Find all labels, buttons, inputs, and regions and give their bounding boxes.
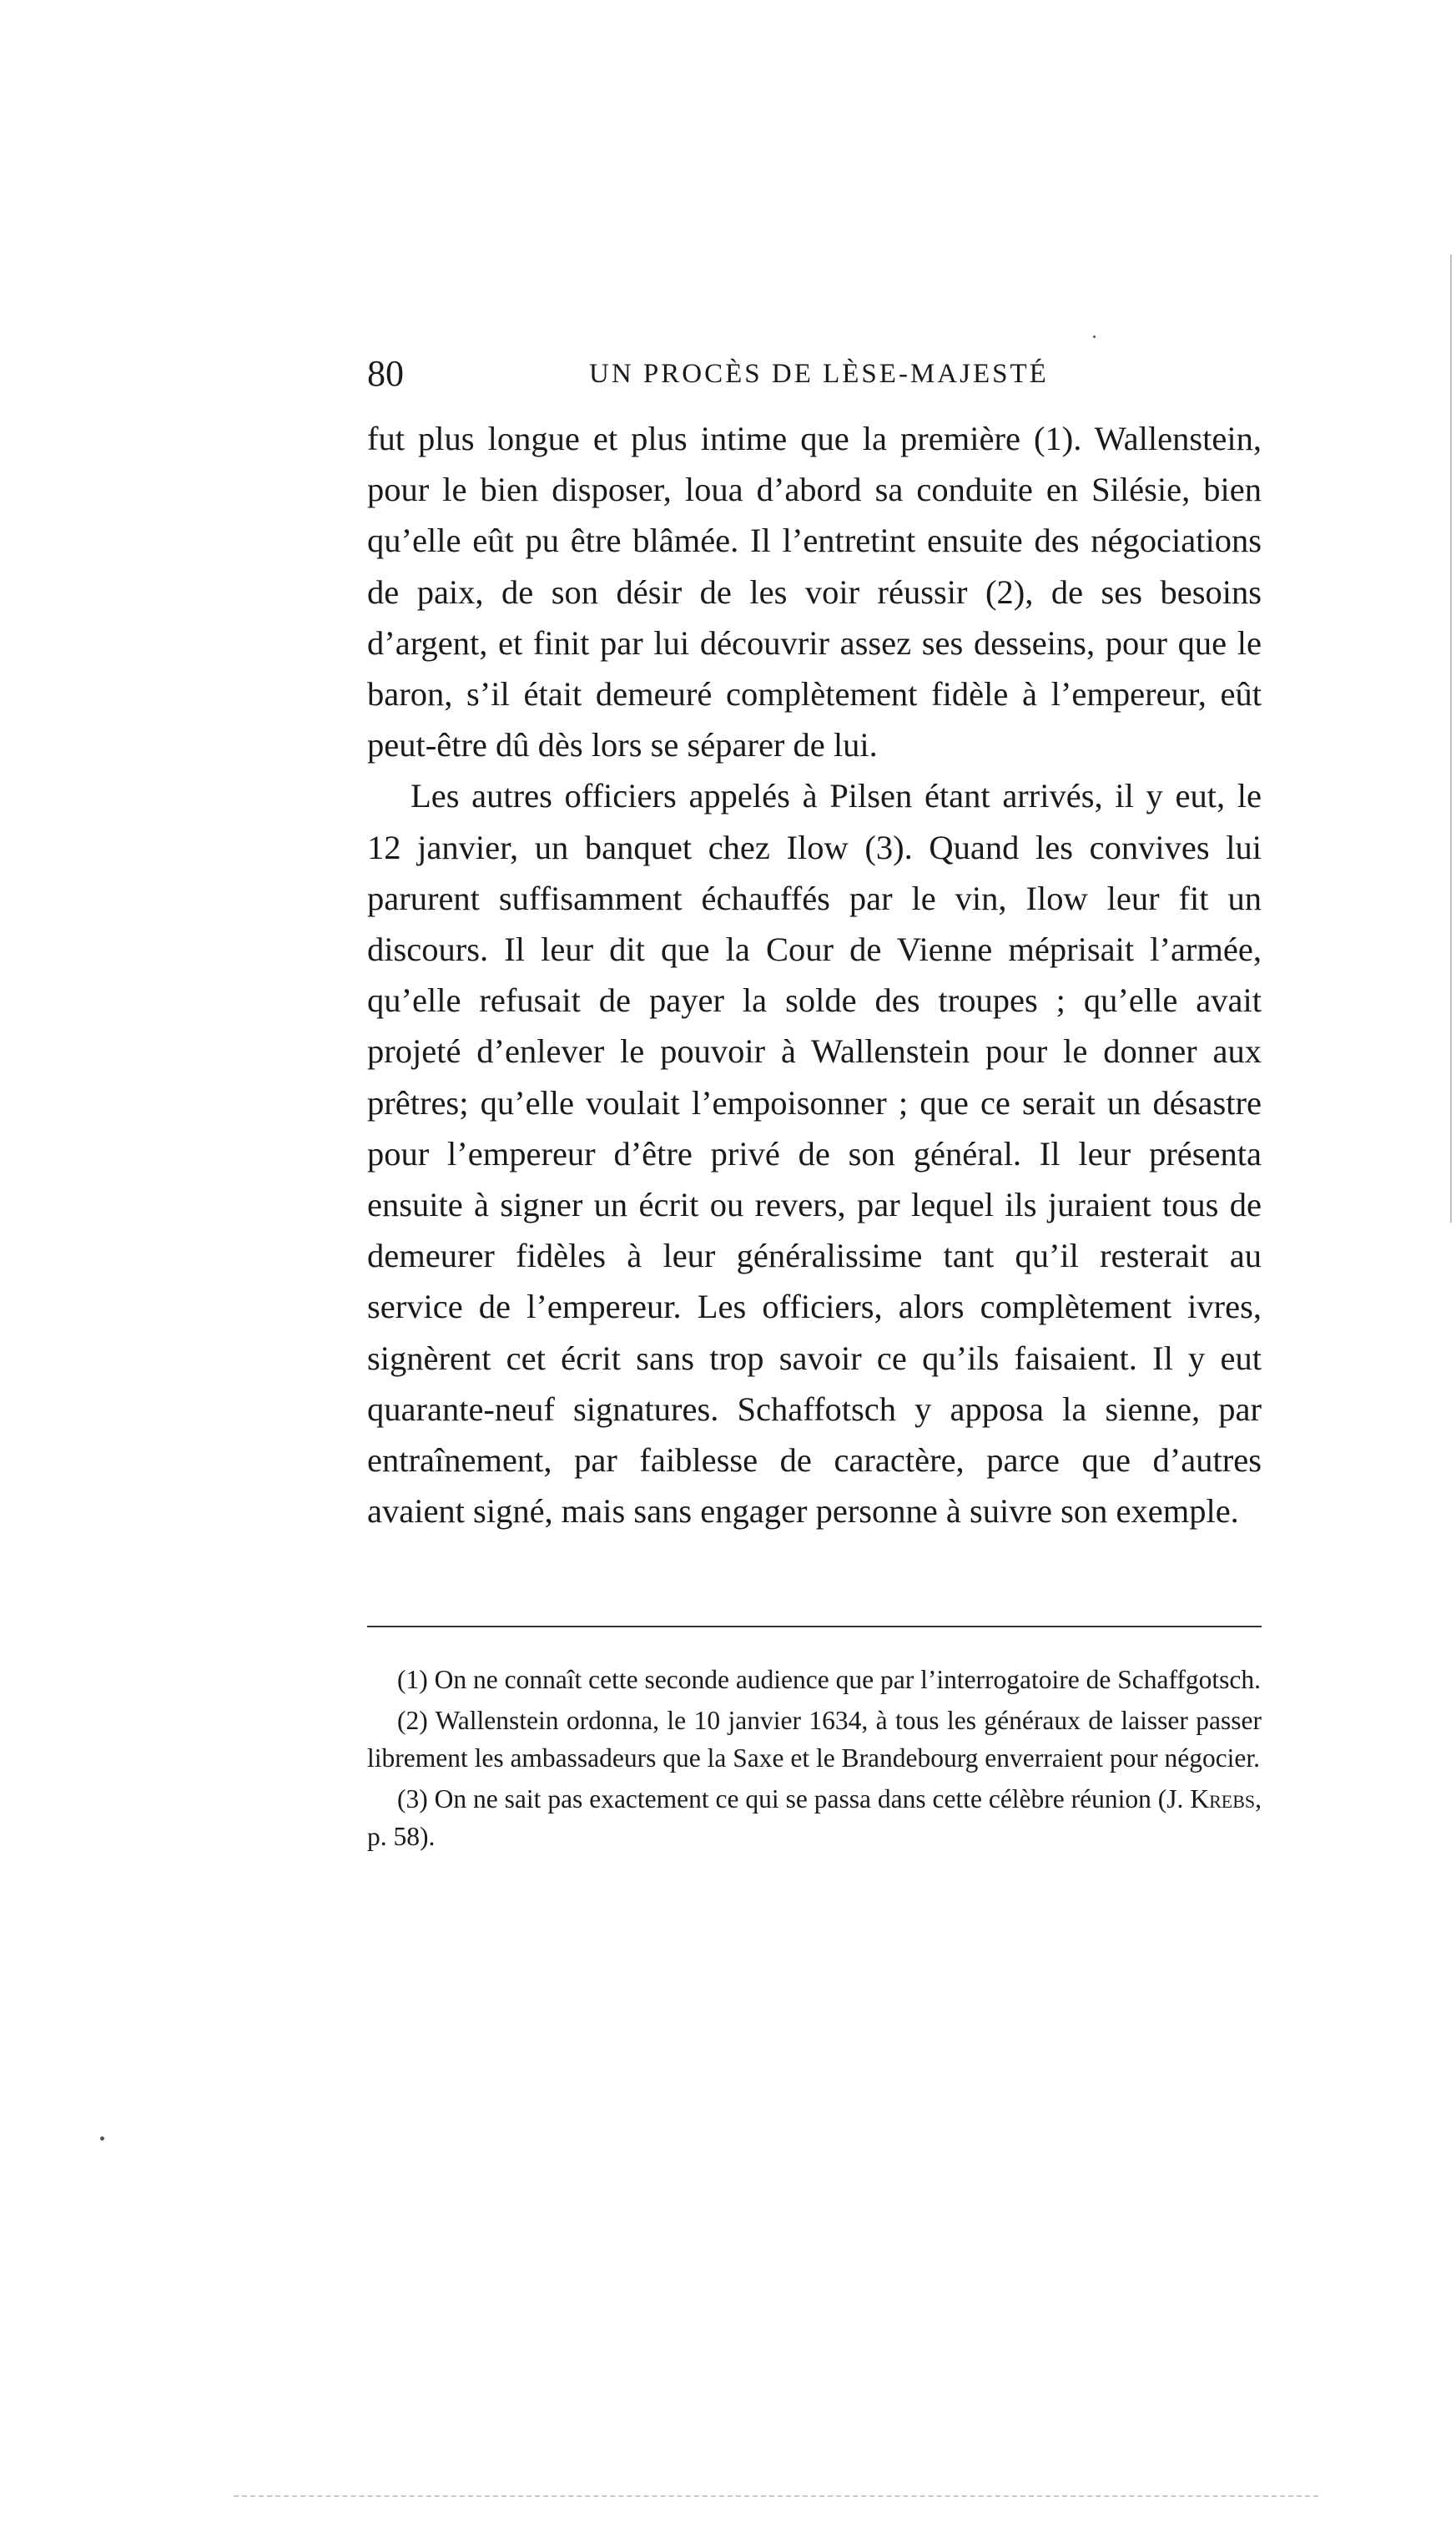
paragraph-2: Les autres officiers appelés à Pilsen étant arrivés, il y eut, le 12 janvier, un banquet chez Ilow (3). Quand les convives lui parurent suffisamment échauffés par le vin, Ilow leur fit un discours. Il leur dit que la Cour de Vienne méprisait l’armée, qu’elle refusait de payer la solde des troupes ; qu’elle avait projeté d’enlever le pouvoir à Wallenstein pour le donner aux prêtres; qu’elle voulait l’empoisonner ; que ce serait un désastre pour l’empereur d’être privé de son général. Il leur présenta ensuite à signer un écrit ou revers, par lequel ils juraient tous de demeurer fidèles à leur généralissime tant qu’il resterait au service de l’empereur. Les officiers, alors complètement ivres, signèrent cet écrit sans trop savoir ce qu’ils faisaient. Il y eut quarante-neuf signatures. Schaffotsch y apposa la sienne, par entraînement, par faiblesse de caractère, parce que d’autres avaient signé, mais sans engager personne à suivre son exemple. [367, 777, 1262, 1531]
footnotes [367, 1661, 1262, 1855]
running-title: UN PROCÈS DE LÈSE-MAJESTÉ [589, 359, 1049, 389]
scan-speck [100, 2136, 104, 2141]
page-number: 80 [367, 353, 404, 394]
footnote-3 [367, 1780, 1262, 1855]
body-text [367, 413, 1262, 1536]
scan-speck [1093, 335, 1096, 338]
footnote-2: (2) Wallenstein ordonna, le 10 janvier 1634, à tous les généraux de laisser passer librement les ambassadeurs que la Saxe et le Brandebourg enverraient pour négocier. [367, 1706, 1262, 1773]
footnote-1: (1) On ne connaît cette seconde audience que par l’interrogatoire de Schaffgotsch. [397, 1665, 1261, 1694]
footnote-3-text: (3) On ne sait pas exactement ce qui se passa dans cette célèbre réunion (J. [397, 1784, 1191, 1813]
footnote-separator [367, 1626, 1262, 1627]
paragraph-1: fut plus longue et plus intime que la première (1). Wallenstein, pour le bien disposer, loua d’abord sa conduite en Silésie, bien qu’elle eût pu être blâmée. Il l’entretint ensuite des négociations de paix, de son désir de les voir réussir (2), de ses besoins d’argent, et finit par lui découvrir assez ses desseins, pour que le baron, s’il était demeuré complètement fidèle à l’empereur, eût peut-être dû dès lors se séparer de lui. [367, 420, 1262, 764]
scan-margin-line [1450, 255, 1452, 1223]
page-header [367, 349, 1101, 399]
footnote-3-author: Krebs [1190, 1784, 1256, 1813]
scan-bottom-marks [234, 2495, 1318, 2497]
footnote-3-ref: , p. 58). [367, 1784, 1262, 1851]
